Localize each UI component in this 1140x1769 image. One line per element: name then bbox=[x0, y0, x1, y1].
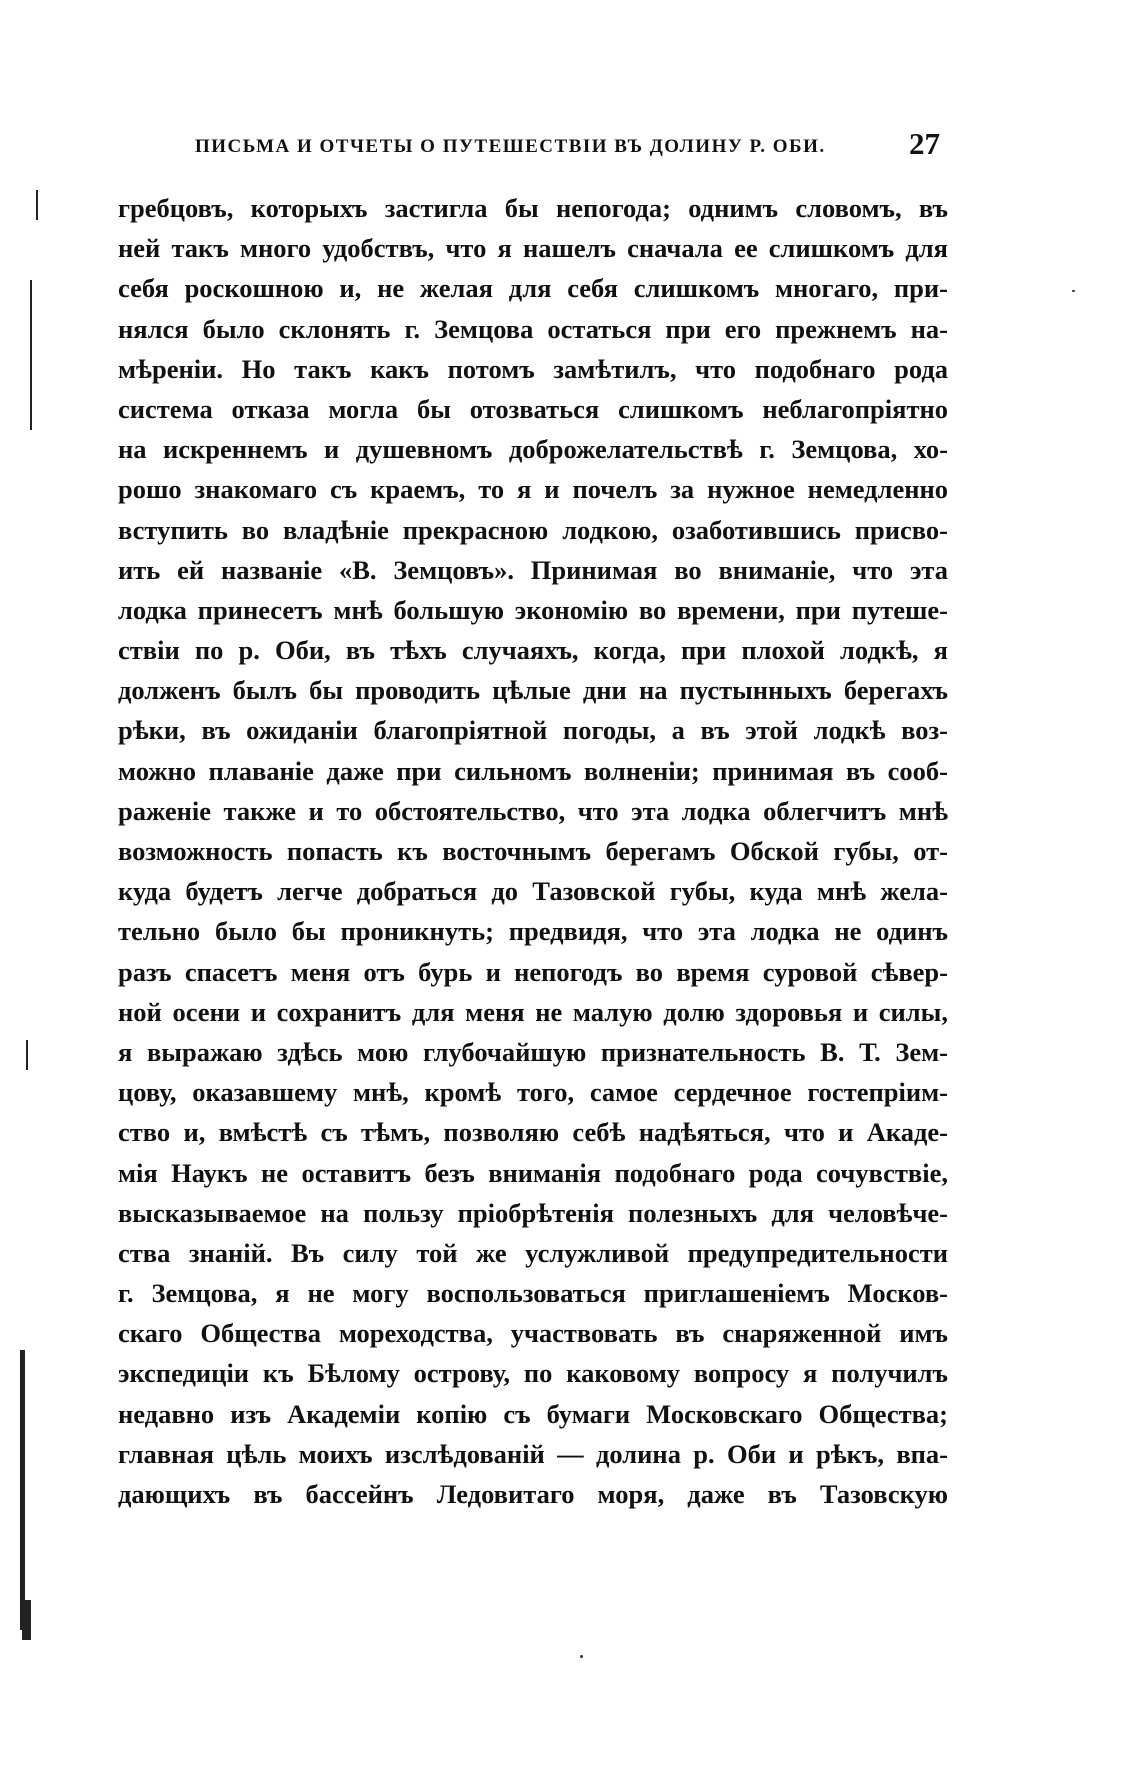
text-line: куда будетъ легче добраться до Тазовской губы, куда мнѣ жела- bbox=[118, 876, 948, 907]
text-line: ство и, вмѣстѣ съ тѣмъ, позволяю себѣ надѣяться, что и Акаде- bbox=[118, 1117, 948, 1148]
text-line: я выражаю здѣсь мою глубочайшую признательность В. Т. Зем- bbox=[118, 1036, 948, 1067]
body-text bbox=[118, 188, 948, 1514]
text-line: дающихъ въ бассейнъ Ледовитаго моря, даже въ Тазовскую bbox=[118, 1479, 948, 1509]
text-line: лодка принесетъ мнѣ большую экономію во времени, при путеше- bbox=[118, 594, 948, 625]
text-line: долженъ былъ бы проводить цѣлые дни на пустынныхъ берегахъ bbox=[118, 675, 948, 706]
scan-edge-mark bbox=[30, 280, 32, 430]
scan-edge-mark bbox=[20, 1350, 25, 1630]
text-line: ней такъ много удобствъ, что я нашелъ сначала ее слишкомъ для bbox=[118, 233, 948, 264]
text-line: г. Земцова, я не могу воспользоваться приглашеніемъ Москов- bbox=[118, 1278, 948, 1309]
text-line: гребцовъ, которыхъ застигла бы непогода; однимъ словомъ, въ bbox=[118, 193, 948, 223]
text-line: вступить во владѣніе прекрасною лодкою, озаботившись присво- bbox=[118, 514, 948, 545]
text-line: разъ спасетъ меня отъ бурь и непогодъ во время суровой сѣвер- bbox=[118, 956, 948, 987]
text-line: рѣки, въ ожиданіи благопріятной погоды, а въ этой лодкѣ воз- bbox=[118, 715, 948, 746]
text-line: нялся было склонять г. Земцова остаться при его прежнемъ на- bbox=[118, 313, 948, 344]
text-line: цову, оказавшему мнѣ, кромѣ того, самое сердечное гостепріим- bbox=[118, 1077, 948, 1108]
scan-speck bbox=[1072, 290, 1075, 292]
running-title: ПИСЬМА И ОТЧЕТЫ О ПУТЕШЕСТВІИ ВЪ ДОЛИНУ Р. ОБИ. bbox=[195, 136, 826, 157]
text-line: можно плаваніе даже при сильномъ волненіи; принимая въ сооб- bbox=[118, 755, 948, 786]
text-line: ной осени и сохранитъ для меня не малую долю здоровья и силы, bbox=[118, 996, 948, 1027]
text-line: рошо знакомаго съ краемъ, то я и почелъ за нужное немедленно bbox=[118, 474, 948, 505]
text-line: раженіе также и то обстоятельство, что эта лодка облегчитъ мнѣ bbox=[118, 795, 948, 826]
text-line: скаго Общества мореходства, участвовать въ снаряженной имъ bbox=[118, 1318, 948, 1349]
text-line: главная цѣль моихъ изслѣдованій — долина р. Оби и рѣкъ, впа- bbox=[118, 1438, 948, 1469]
scan-edge-mark bbox=[26, 1040, 28, 1070]
scan-edge-mark bbox=[22, 1600, 31, 1640]
text-line: ства знаній. Въ силу той же услужливой предупредительности bbox=[118, 1237, 948, 1268]
text-line: недавно изъ Академіи копію съ бумаги Московскаго Общества; bbox=[118, 1398, 948, 1429]
text-line: ствіи по р. Оби, въ тѣхъ случаяхъ, когда, при плохой лодкѣ, я bbox=[118, 635, 948, 666]
text-line: тельно было бы проникнуть; предвидя, что эта лодка не одинъ bbox=[118, 916, 948, 947]
text-line: возможность попасть къ восточнымъ берегамъ Обской губы, от- bbox=[118, 836, 948, 866]
text-line: экспедиціи къ Бѣлому острову, по каковому вопросу я получилъ bbox=[118, 1358, 948, 1389]
page-number: 27 bbox=[909, 126, 940, 161]
scan-speck bbox=[580, 1655, 583, 1658]
scan-edge-mark bbox=[36, 190, 38, 220]
text-line: система отказа могла бы отозваться слишкомъ неблагопріятно bbox=[118, 393, 948, 424]
text-line: ить ей названіе «В. Земцовъ». Принимая во вниманіе, что эта bbox=[118, 554, 948, 585]
text-line: мѣреніи. Но такъ какъ потомъ замѣтилъ, что подобнаго рода bbox=[118, 353, 948, 384]
text-line: мія Наукъ не оставитъ безъ вниманія подобнаго рода сочувствіе, bbox=[118, 1157, 948, 1188]
running-head bbox=[195, 126, 940, 166]
text-line: себя роскошною и, не желая для себя слишкомъ многаго, при- bbox=[118, 273, 948, 304]
text-line: на искреннемъ и душевномъ доброжелательствѣ г. Земцова, хо- bbox=[118, 434, 948, 465]
text-line: высказываемое на пользу пріобрѣтенія полезныхъ для человѣче- bbox=[118, 1197, 948, 1228]
